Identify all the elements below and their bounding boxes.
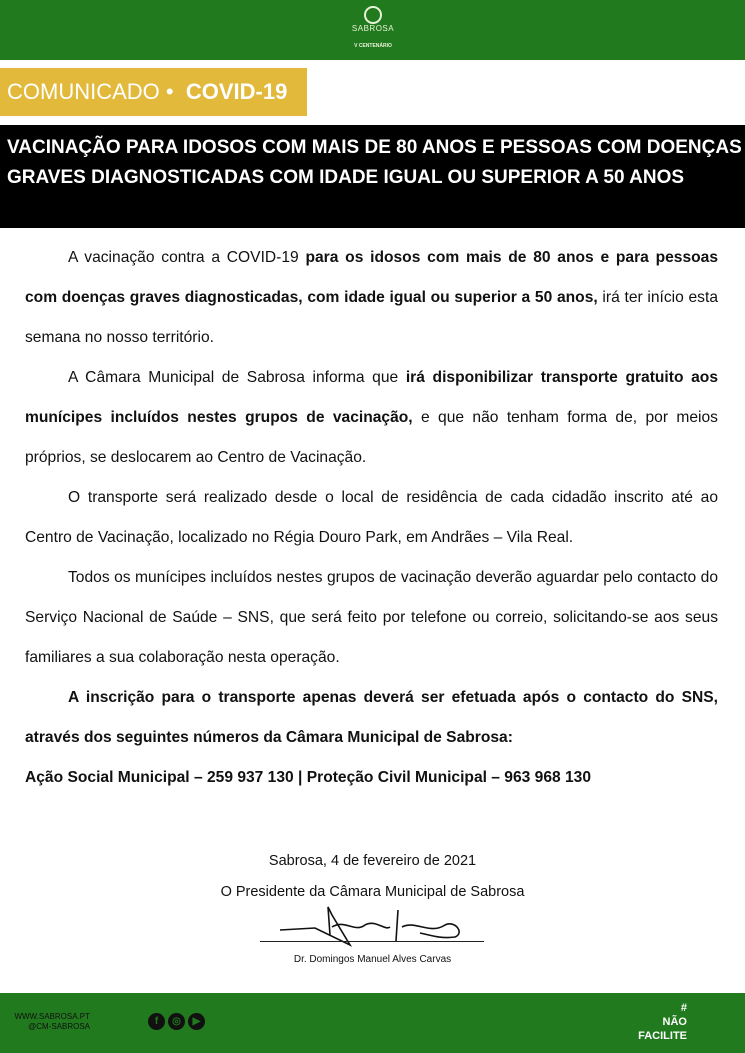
text: irá ter início esta semana no nosso território. [25, 289, 718, 346]
social-handle: @CM-SABROSA [28, 1022, 90, 1031]
text: e que não tenham forma de, por meios próprios, se deslocarem ao Centro de Vacinação. [25, 409, 718, 466]
signature-line [260, 941, 484, 942]
signatory-name: Dr. Domingos Manuel Alves Carvas [293, 954, 452, 965]
tag-right: COVID-19 [185, 79, 288, 104]
logo-emblem-icon [364, 6, 382, 24]
nao-facilite-slogan [638, 1001, 687, 1043]
tag-left: COMUNICADO [7, 79, 160, 104]
sabrosa-logo [345, 4, 401, 56]
footer-contacts [14, 1012, 90, 1032]
logo-subtitle: V CENTENÁRIO [354, 43, 392, 49]
slogan-line-1: NÃO [662, 1016, 687, 1028]
logo-name: SABROSA [351, 24, 395, 33]
slogan-line-2: FACILITE [638, 1030, 687, 1042]
body-text [25, 238, 718, 798]
facebook-icon[interactable]: f [148, 1013, 165, 1030]
footer-band [0, 993, 745, 1053]
website-link[interactable]: WWW.SABROSA.PT [14, 1012, 90, 1021]
tag-separator: • [165, 79, 174, 104]
communique-tag [0, 68, 307, 116]
contact-numbers: Ação Social Municipal – 259 937 130 | Proteção Civil Municipal – 963 968 130 [25, 769, 592, 786]
header-band [0, 0, 745, 60]
paragraph-5 [25, 678, 718, 758]
text: A vacinação contra a COVID-19 [68, 249, 306, 266]
text-bold: irá disponibilizar transporte gratuito aos munícipes incluídos nestes grupos de vacinação, [25, 369, 718, 426]
social-icons [148, 1013, 205, 1030]
text-bold: para os idosos com mais de 80 anos e para pessoas com doenças graves diagnosticadas, com idade igual ou superior a 50 anos, [25, 249, 718, 306]
signatory-role: O Presidente da Câmara Municipal de Sabrosa [220, 884, 525, 900]
paragraph-4: Todos os munícipes incluídos nestes grupos de vacinação deverão aguardar pelo contacto do Serviço Nacional de Saúde – SNS, que será feito por telefone ou correio, solicitando-se aos seus familiares a sua colaboração nesta operação. [25, 569, 718, 666]
paragraph-3: O transporte será realizado desde o local de residência de cada cidadão inscrito até ao Centro de Vacinação, localizado no Régia Douro Park, em Andrães – Vila Real. [25, 489, 718, 546]
instagram-icon[interactable]: ◎ [168, 1013, 185, 1030]
text-bold: A inscrição para o transporte apenas deverá ser efetuada após o contacto do SNS, através dos seguintes números da Câmara Municipal de Sabrosa: [25, 689, 718, 746]
youtube-icon[interactable]: ▶ [188, 1013, 205, 1030]
text: A Câmara Municipal de Sabrosa informa que [68, 369, 406, 386]
handwritten-signature [270, 905, 480, 950]
hash: # [680, 1002, 687, 1014]
paragraph-1 [25, 238, 718, 358]
paragraph-2 [25, 358, 718, 478]
headline: VACINAÇÃO PARA IDOSOS COM MAIS DE 80 ANOS E PESSOAS COM DOENÇAS GRAVES DIAGNOSTICADAS COM IDADE IGUAL OU SUPERIOR A 50 ANOS [0, 125, 745, 228]
date-line: Sabrosa, 4 de fevereiro de 2021 [268, 853, 477, 869]
